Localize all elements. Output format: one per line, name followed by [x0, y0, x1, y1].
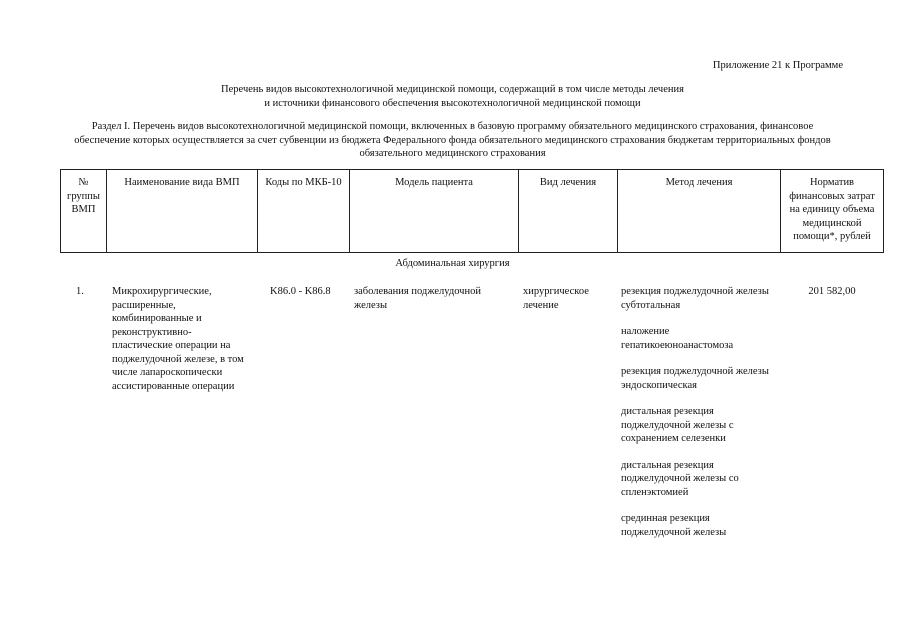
row-number: 1.: [76, 286, 84, 297]
section-line: Раздел I. Перечень видов высокотехнологичной медицинской помощи, включенных в базовую программу обязательного медицинского страхования, финансовое: [91, 121, 814, 132]
title-line: Перечень видов высокотехнологичной медицинской помощи, содержащий в том числе методы лечения: [221, 84, 684, 95]
row-treatment-methods: [621, 285, 781, 552]
table-top-border: [60, 169, 884, 170]
section-line: обязательного медицинского страхования: [359, 148, 546, 159]
method-item: срединная резекция поджелудочной железы: [621, 513, 727, 538]
header-treatment-method: Метод лечения: [665, 177, 733, 188]
category-subheading: Абдоминальная хирургия: [395, 258, 510, 269]
document-title: [0, 83, 905, 110]
row-patient-model: заболевания поджелудочной железы: [354, 286, 481, 311]
row-cost: 201 582,00: [808, 286, 856, 297]
appendix-label: Приложение 21 к Программе: [712, 60, 843, 71]
method-item: наложение гепатикоеюноанастомоза: [621, 326, 734, 351]
header-icd-codes: Коды по МКБ-10: [265, 177, 342, 188]
table-header-bottom-border: [60, 252, 884, 253]
method-item: дистальная резекция поджелудочной железы с сохранением селезенки: [621, 406, 734, 444]
title-line: и источники финансового обеспечения высокотехнологичной медицинской помощи: [264, 97, 641, 109]
row-icd-codes: K86.0 - K86.8: [270, 286, 331, 297]
section-heading: [60, 120, 845, 161]
header-treatment-type: Вид лечения: [539, 177, 597, 188]
header-vmp-name: Наименование вида ВМП: [124, 177, 240, 188]
header-patient-model: Модель пациента: [395, 177, 473, 188]
row-vmp-name: Микрохирургические, расширенные, комбинированные и реконструктивно- пластические операции на поджелудочной железе, в том числе лапароскопически ассистированные операции: [112, 286, 244, 392]
header-cost-norm: Норматив финансовых затрат на единицу объема медицинской помощи*, рублей: [789, 177, 875, 242]
method-item: резекция поджелудочной железы субтотальная: [621, 286, 769, 311]
method-item: дистальная резекция поджелудочной железы со спленэктомией: [621, 459, 739, 498]
section-line: обеспечение которых осуществляется за счет субвенции из бюджета Федерального фонда обязательного медицинского страхования бюджетам территориальных фондов: [74, 134, 831, 146]
column-divider: [883, 169, 884, 253]
method-item: резекция поджелудочной железы эндоскопическая: [621, 366, 769, 391]
header-group-number: № группы ВМП: [67, 177, 100, 215]
row-treatment-type: хирургическое лечение: [523, 286, 589, 311]
